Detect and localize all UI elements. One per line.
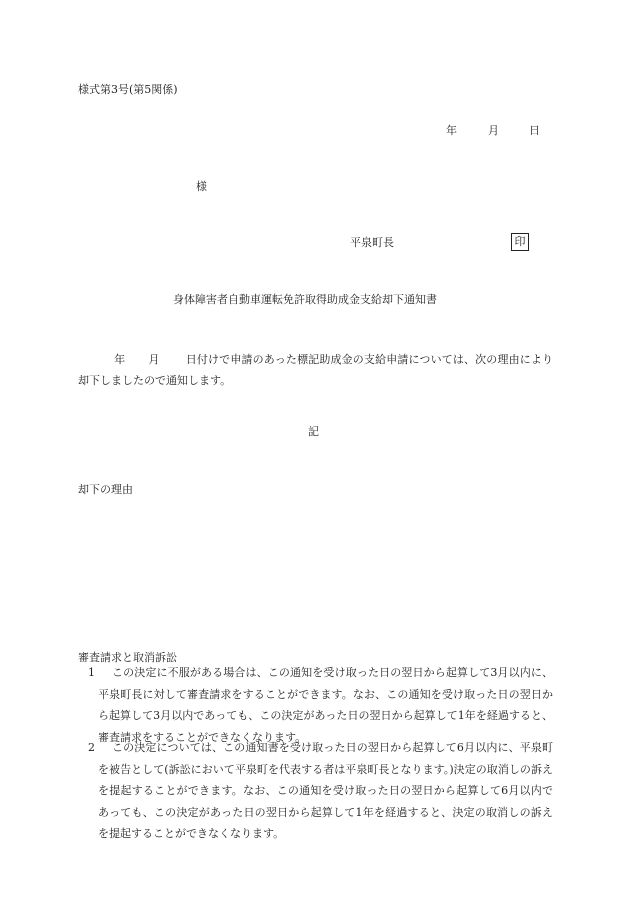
date-year-label: 年: [446, 124, 457, 137]
appeal-item-number: 1: [88, 666, 95, 679]
form-number: 様式第3号(第5関係): [78, 83, 178, 96]
appeal-item-number: 2: [88, 741, 95, 754]
seal-mark: 印: [511, 233, 529, 251]
appeal-item: [78, 737, 553, 845]
appeal-item-text: この決定に不服がある場合は、この通知を受け取った日の翌日から起算して3月以内に、平泉町長に対して審査請求をすることができます。なお、この通知を受け取った日の翌日から起算して3月以内であっても、この決定があった日の翌日から起算して1年を経過すると、審査請求をすることができなくなります。: [98, 666, 553, 744]
appeal-item: [78, 662, 553, 748]
date-day-label: 日: [529, 124, 540, 137]
notice-body: [78, 349, 553, 391]
ki-marker: 記: [308, 425, 319, 438]
document-title: 身体障害者自動車運転免許取得助成金支給却下通知書: [173, 293, 437, 306]
issuer-name: 平泉町長: [350, 236, 394, 249]
body-text: 日付けで申請のあった標記助成金の支給申請については、次の理由により却下しましたので通知します。: [78, 353, 554, 387]
addressee-suffix: 様: [196, 180, 207, 193]
date-line: [446, 125, 540, 136]
rejection-reason-label: 却下の理由: [78, 483, 133, 496]
date-month-label: 月: [488, 124, 499, 137]
body-month-label: 月: [148, 353, 160, 366]
body-year-label: 年: [114, 353, 126, 366]
appeal-heading: 審査請求と取消訴訟: [78, 651, 177, 664]
appeal-item-text: この決定については、この通知書を受け取った日の翌日から起算して6月以内に、平泉町を被告として(訴訟において平泉町を代表する者は平泉町長となります。)決定の取消しの訴えを提起することができます。なお、この通知を受け取った日の翌日から起算して6月以内であっても、この決定があった日の翌日から起算して1年を経過すると、決定の取消しの訴えを提起することができなくなります。: [98, 741, 553, 840]
